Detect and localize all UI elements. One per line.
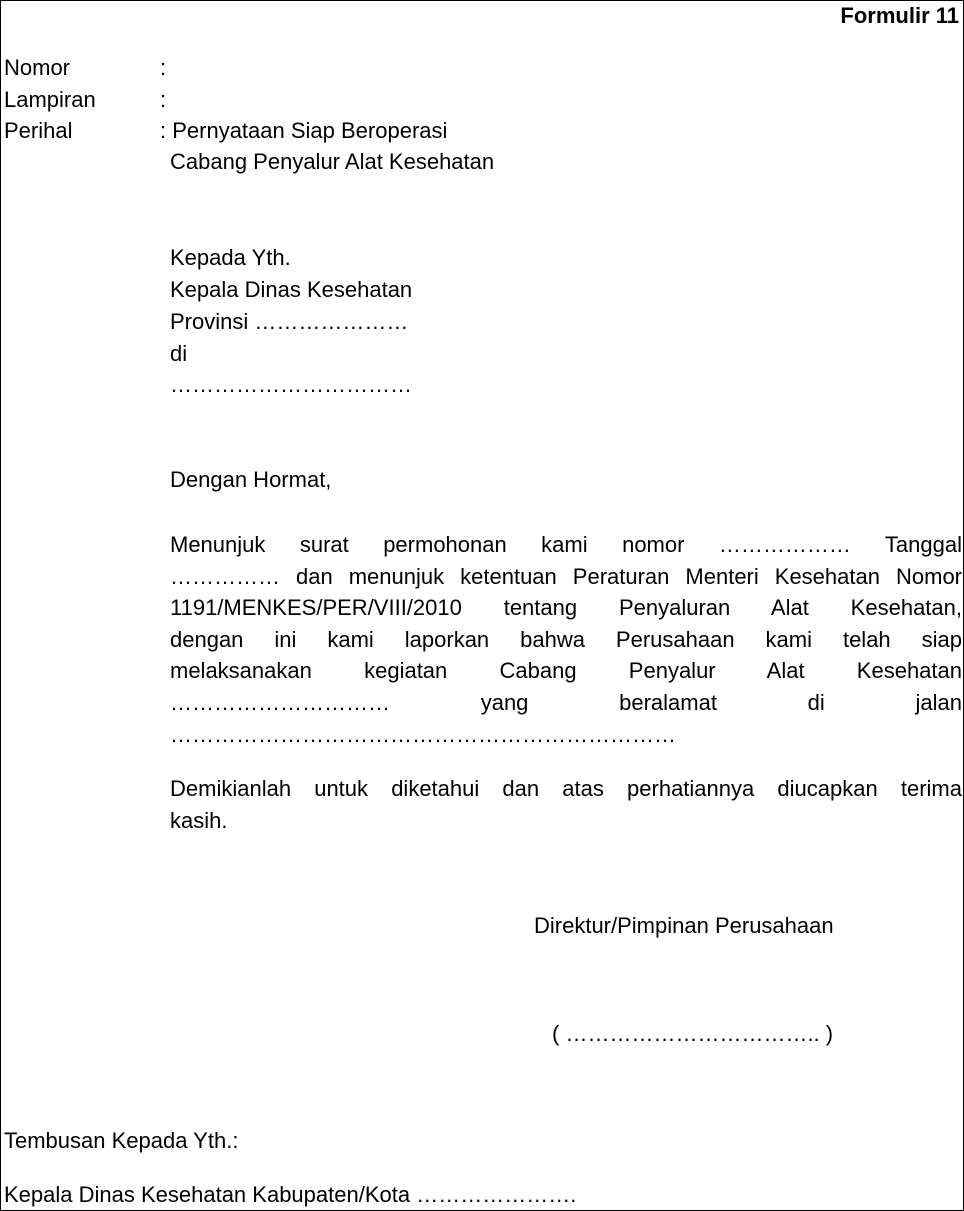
recipient-line5: …………………………… xyxy=(170,372,412,397)
closing-line: Demikianlah untuk diketahui dan atas perhatiannya diucapkan terima xyxy=(170,776,962,801)
perihal-label: Perihal xyxy=(4,118,73,143)
nomor-colon: : xyxy=(160,55,167,80)
salutation: Dengan Hormat, xyxy=(170,467,332,492)
body-line: Menunjuk surat permohonan kami nomor ……………… Tanggal xyxy=(170,532,962,557)
recipient-line2: Kepala Dinas Kesehatan xyxy=(170,277,413,302)
closing-paragraph xyxy=(170,773,962,836)
recipient-line4: di xyxy=(170,341,188,366)
perihal-value: : Pernyataan Siap Beroperasi xyxy=(160,118,448,143)
perihal-value-line2: Cabang Penyalur Alat Kesehatan xyxy=(170,149,495,174)
body-line: dengan ini kami laporkan bahwa Perusahaan kami telah siap xyxy=(170,626,962,652)
form-number: Formulir 11 xyxy=(840,3,959,28)
recipient-line1: Kepada Yth. xyxy=(170,245,291,270)
lampiran-label: Lampiran xyxy=(4,87,96,112)
signature-name-placeholder: ( …………………………….. ) xyxy=(552,1021,834,1046)
closing-line: kasih. xyxy=(170,807,228,833)
body-line: melaksanakan kegiatan Cabang Penyalur Alat Kesehatan xyxy=(170,658,962,684)
body-line: 1191/MENKES/PER/VIII/2010 tentang Penyaluran Alat Kesehatan, xyxy=(170,595,962,621)
body-line: …………………………………………………………… xyxy=(170,721,676,747)
cc-item: Kepala Dinas Kesehatan Kabupaten/Kota …………………. xyxy=(4,1182,577,1207)
body-line: ………………………… yang beralamat di jalan xyxy=(170,689,962,715)
recipient-line3: Provinsi ………………… xyxy=(170,309,409,334)
signature-title: Direktur/Pimpinan Perusahaan xyxy=(534,913,834,938)
body-line: …………… dan menunjuk ketentuan Peraturan Menteri Kesehatan Nomor xyxy=(170,563,962,589)
nomor-label: Nomor xyxy=(4,55,71,80)
body-paragraph xyxy=(170,529,962,750)
lampiran-colon: : xyxy=(160,87,167,112)
cc-label: Tembusan Kepada Yth.: xyxy=(4,1128,239,1153)
